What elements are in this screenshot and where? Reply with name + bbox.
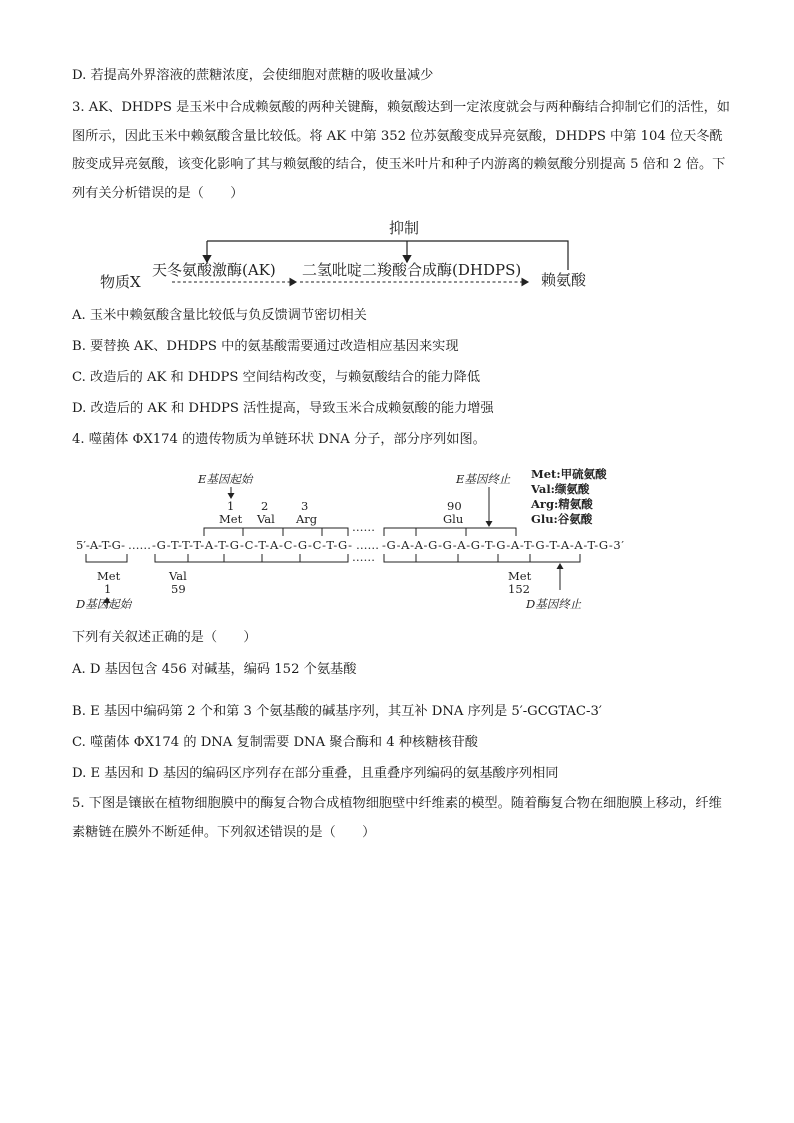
q2-option-d: D. 若提高外界溶液的蔗糖浓度，会使细胞对蔗糖的吸收量减少 <box>72 68 434 83</box>
aa-met-bottom-1: Met <box>97 569 121 583</box>
aa-glu-top: Glu <box>443 512 464 526</box>
q3-pathway-diagram <box>0 212 794 302</box>
inhibit-label: 抑制 <box>389 219 420 237</box>
aa-number-1: 1 <box>227 499 235 513</box>
sequence-middle-2: -G-A-A-G-G-A-G-T-G-A-T-G-T-A-A-T-G-3′ <box>382 538 624 552</box>
q4-prompt: 下列有关叙述正确的是（ ） <box>72 630 257 645</box>
enzyme-ak-label: 天冬氨酸激酶(AK) <box>152 261 276 279</box>
codon-bracket-extra <box>322 528 348 536</box>
sequence-left: 5′-A-T-G- <box>76 538 125 552</box>
q3-option-b: B. 要替换 AK、DHDPS 中的氨基酸需要通过改造相应基因来实现 <box>72 339 459 354</box>
aa-number-bottom-59: 59 <box>171 582 186 596</box>
q5-stem: 5. 下图是镶嵌在植物细胞膜中的酶复合物合成植物细胞壁中纤维素的模型。随着酶复合物在细胞膜上移动，纤维素糖链在膜外不断延伸。下列叙述错误的是（ ） <box>72 796 722 840</box>
codon-bracket-d-7 <box>416 554 458 562</box>
aa-val-top: Val <box>257 512 275 526</box>
legend-arg: Arg:精氨酸 <box>531 497 593 511</box>
aa-arg-top: Arg <box>296 512 318 526</box>
substrate-label: 物质X <box>100 273 141 291</box>
codon-bracket-d-val <box>155 554 188 562</box>
codon-bracket-after-glu <box>466 528 516 536</box>
codon-bracket-d-8 <box>458 554 498 562</box>
codon-bracket-glu <box>416 528 466 536</box>
codon-bracket-left-2 <box>384 528 416 536</box>
codon-bracket-d-2 <box>188 554 224 562</box>
codon-bracket-d-6 <box>384 554 416 562</box>
enzyme-dhdps-label: 二氢吡啶二羧酸合成酶(DHDPS) <box>302 261 522 279</box>
aa-val-bottom: Val <box>169 569 187 583</box>
aa-met-top: Met <box>219 512 243 526</box>
codon-bracket-d-stop <box>530 554 580 562</box>
aa-number-bottom-1: 1 <box>104 582 112 596</box>
codon-bracket-d-met <box>86 554 127 562</box>
codon-bracket-d-4 <box>262 554 300 562</box>
q4-option-d: D. E 基因和 D 基因的编码区序列存在部分重叠，且重叠序列编码的氨基酸序列相同 <box>72 766 559 781</box>
codon-bracket-d-3 <box>224 554 262 562</box>
dots-2: …… <box>356 538 379 552</box>
q3-stem: 3. AK、DHDPS 是玉米中合成赖氨酸的两种关键酶，赖氨酸达到一定浓度就会与两种酶结合抑制它们的活性，如图所示，因此玉米中赖氨酸含量比较低。将 AK 中第 352 位苏氨酸变成异亮氨酸，DHDPS 中第 104 位天冬酰胺变成异亮氨酸，该变化影响了其与赖氨酸的结合，使玉米叶片和种子内游离的赖氨酸分别提高 5 倍和 2 倍。下列有关分析错误的是（ ） <box>72 100 730 201</box>
product-label: 赖氨酸 <box>541 271 587 289</box>
codon-bracket-val <box>243 528 283 536</box>
aa-number-3: 3 <box>301 499 309 513</box>
aa-number-90: 90 <box>447 499 462 513</box>
d-gene-end-label: D基因终止 <box>526 597 582 611</box>
dots-top: …… <box>352 520 375 534</box>
e-gene-start-label: E基因起始 <box>198 472 253 486</box>
q4-option-b: B. E 基因中编码第 2 个和第 3 个氨基酸的碱基序列，其互补 DNA 序列是 5′-GCGTAC-3′ <box>72 704 602 719</box>
q4-stem: 4. 噬菌体 ΦX174 的遗传物质为单链环状 DNA 分子，部分序列如图。 <box>72 432 486 447</box>
codon-bracket-met <box>204 528 243 536</box>
aa-met-bottom-152: Met <box>508 569 532 583</box>
d-gene-start-label: D基因起始 <box>76 597 132 611</box>
legend-val: Val:缬氨酸 <box>531 482 590 496</box>
q3-option-a: A. 玉米中赖氨酸含量比较低与负反馈调节密切相关 <box>72 308 367 323</box>
codon-bracket-d-5 <box>300 554 348 562</box>
q3-option-c: C. 改造后的 AK 和 DHDPS 空间结构改变，与赖氨酸结合的能力降低 <box>72 370 481 385</box>
q4-sequence-diagram <box>0 458 794 618</box>
legend-glu: Glu:谷氨酸 <box>531 512 593 526</box>
q4-option-c: C. 噬菌体 ΦX174 的 DNA 复制需要 DNA 聚合酶和 4 种核糖核苷酸 <box>72 735 478 750</box>
codon-bracket-arg <box>283 528 322 536</box>
dots-1: …… <box>128 538 151 552</box>
aa-number-2: 2 <box>261 499 269 513</box>
q3-option-d: D. 改造后的 AK 和 DHDPS 活性提高，导致玉米合成赖氨酸的能力增强 <box>72 401 494 416</box>
codon-bracket-d-met152 <box>498 554 530 562</box>
sequence-middle-1: -G-T-T-T-A-T-G-C-T-A-C-G-C-T-G- <box>152 538 352 552</box>
q4-option-a: A. D 基因包含 456 对碱基，编码 152 个氨基酸 <box>72 662 357 677</box>
legend-met: Met:甲硫氨酸 <box>531 467 607 481</box>
e-gene-end-label: E基因终止 <box>456 472 511 486</box>
aa-number-bottom-152: 152 <box>508 582 530 596</box>
dots-3: …… <box>352 550 375 564</box>
